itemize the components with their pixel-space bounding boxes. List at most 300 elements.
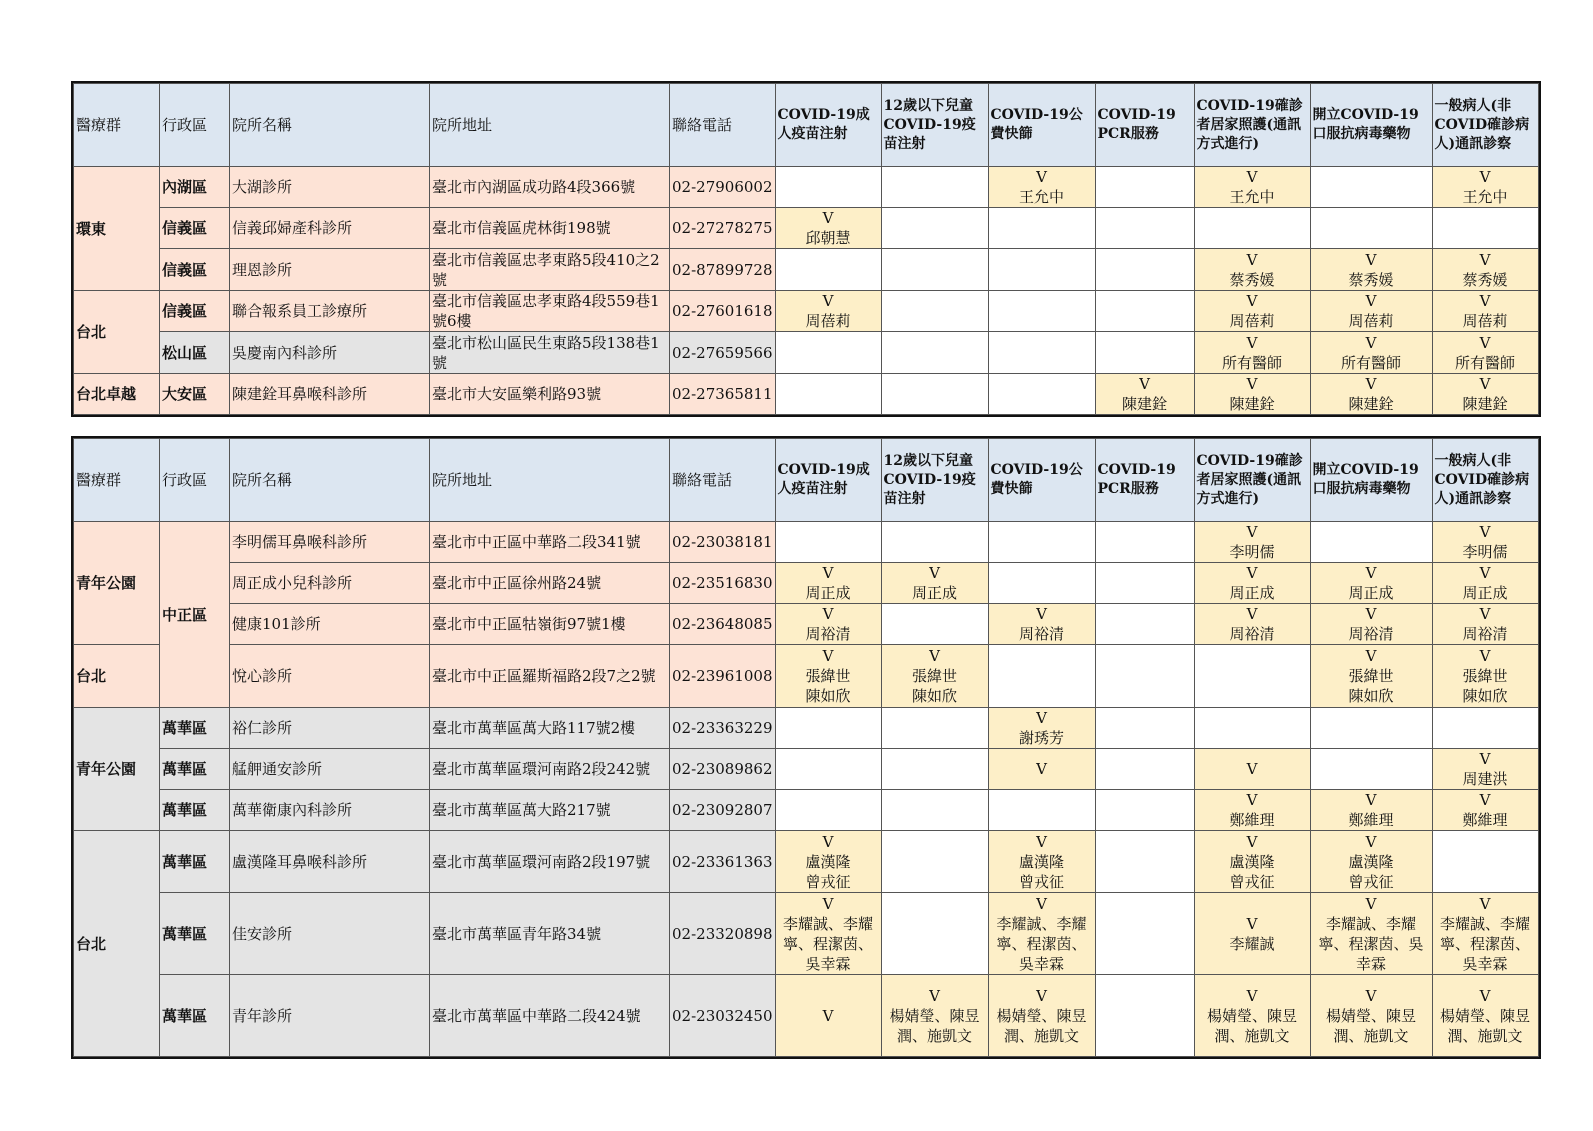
available-mark: V [1246,292,1258,310]
clinic-address: 臺北市萬華區環河南路2段197號 [430,831,670,893]
clinic-address: 臺北市中正區羅斯福路2段7之2號 [430,645,670,708]
service-cell-antiviral [1310,563,1432,604]
district: 萬華區 [160,893,230,975]
table-row [74,708,1539,749]
doctor-names: 蔡秀媛 [1462,270,1508,289]
service-cell-empty [881,374,988,415]
available-mark: V [822,647,834,665]
service-cell-rapid-test [988,604,1095,645]
available-mark: V [929,564,940,582]
service-cell-vaccine-adult [775,604,881,645]
available-mark: V [1036,760,1047,778]
service-cell-empty [1194,645,1310,708]
clinic-phone: 02-87899728 [670,249,776,291]
doctor-names: 周正成 [1229,584,1275,602]
service-cell-empty [1095,645,1194,708]
service-cell-empty [1310,208,1432,249]
table-row [74,604,1539,645]
table-row [74,374,1539,415]
available-mark: V [1036,894,1047,913]
clinic-address: 臺北市中正區徐州路24號 [430,563,670,604]
service-cell-home-care [1194,831,1310,893]
service-cell-telemed [1432,563,1538,604]
clinic-phone: 02-27906002 [670,167,776,208]
service-cell-empty [1095,790,1194,831]
service-cell-empty [1095,291,1194,332]
service-cell-antiviral [1310,831,1432,893]
doctor-names: 周蓓莉 [1462,312,1508,330]
clinic-name: 理恩診所 [230,249,430,291]
doctor-names: 陳如欣 [912,687,958,705]
table-row [74,749,1539,790]
service-cell-antiviral [1310,332,1432,374]
clinic-name: 裕仁診所 [230,708,430,749]
service-cell-empty [775,332,881,374]
header-vaccine-adult: COVID-19成人疫苗注射 [775,84,881,167]
service-cell-empty [881,522,988,563]
clinic-phone: 02-23089862 [670,749,776,790]
service-cell-home-care [1194,749,1310,790]
district: 信義區 [160,291,230,332]
available-mark: V [1479,791,1491,809]
available-mark: V [1365,832,1377,851]
doctor-names: 王允中 [1229,188,1275,206]
medical-group: 環東 [74,167,160,291]
service-cell-empty [988,563,1095,604]
header-phone: 聯絡電話 [670,439,776,522]
medical-group: 青年公園 [74,522,160,645]
doctor-names: 周裕清 [1462,625,1508,643]
service-cell-empty [1432,708,1538,749]
service-cell-empty [775,708,881,749]
clinic-address: 臺北市中正區中華路二段341號 [430,522,670,563]
doctor-names: 周正成 [1348,584,1394,602]
service-cell-empty [1095,604,1194,645]
service-cell-empty [1310,708,1432,749]
medical-group: 台北 [74,645,160,708]
table-row [74,291,1539,332]
service-cell-empty [988,374,1095,415]
service-cell-empty [1194,208,1310,249]
service-cell-rapid-test [988,893,1095,975]
service-cell-telemed [1432,167,1538,208]
table-row [74,249,1539,291]
district: 松山區 [160,332,230,374]
clinic-phone: 02-23320898 [670,893,776,975]
service-cell-empty [881,291,988,332]
service-cell-vaccine-child [881,563,988,604]
doctor-names: 陳建銓 [1229,395,1275,413]
service-cell-rapid-test [988,167,1095,208]
doctor-names: 蔡秀媛 [1348,270,1394,289]
service-cell-vaccine-adult [775,208,881,249]
district: 萬華區 [160,790,230,831]
clinic-phone: 02-27278275 [670,208,776,249]
table-row [74,831,1539,893]
available-mark: V [929,647,940,665]
available-mark: V [1479,333,1491,352]
available-mark: V [1036,986,1047,1005]
service-cell-telemed [1432,790,1538,831]
service-cell-rapid-test [988,831,1095,893]
clinic-phone: 02-27601618 [670,291,776,332]
available-mark: V [1479,564,1491,582]
service-cell-telemed [1432,374,1538,415]
medical-group: 青年公園 [74,708,160,831]
doctor-names: 周蓓莉 [1229,312,1275,330]
service-cell-empty [775,167,881,208]
service-cell-empty [1194,708,1310,749]
service-cell-empty [1310,522,1432,563]
available-mark: V [1246,564,1258,582]
doctor-names: 盧漢隆 [1348,852,1394,871]
doctor-names: 陳如欣 [1462,687,1508,705]
table-row [74,563,1539,604]
doctor-names: 李明儒 [1229,543,1275,561]
table-row [74,522,1539,563]
service-cell-empty [1432,831,1538,893]
clinic-name: 艋舺通安診所 [230,749,430,790]
available-mark: V [1246,168,1258,186]
available-mark: V [1479,168,1491,186]
service-cell-vaccine-adult [775,645,881,708]
service-cell-empty [988,790,1095,831]
doctor-names: 周蓓莉 [805,312,851,330]
available-mark: V [1479,292,1491,310]
service-cell-antiviral [1310,374,1432,415]
service-cell-rapid-test [988,708,1095,749]
service-cell-home-care [1194,249,1310,291]
district: 大安區 [160,374,230,415]
medical-group: 台北卓越 [74,374,160,415]
doctor-names: 周正成 [912,584,958,602]
doctor-names: 李耀誠、李耀寧、程潔茵、吳幸霖 [1318,914,1424,973]
doctor-names: 楊婧瑩、陳昱潤、施凱文 [889,1006,980,1045]
doctor-names: 所有醫師 [1341,353,1402,372]
available-mark: V [822,1006,834,1025]
service-cell-home-care [1194,893,1310,975]
table-row [74,893,1539,975]
doctor-names: 邱朝慧 [805,229,851,247]
header-antiviral: 開立COVID-19口服抗病毒藥物 [1310,84,1432,167]
doctor-names: 周正成 [805,584,851,602]
doctor-names: 周正成 [1462,584,1508,602]
available-mark: V [1479,250,1491,269]
service-cell-antiviral [1310,893,1432,975]
service-cell-home-care [1194,332,1310,374]
clinic-name: 佳安診所 [230,893,430,975]
header-district: 行政區 [160,439,230,522]
doctor-names: 王允中 [1019,188,1065,206]
available-mark: V [1246,523,1258,541]
available-mark: V [1036,832,1047,851]
clinic-name: 吳慶南內科診所 [230,332,430,374]
available-mark: V [1365,605,1377,623]
service-cell-telemed [1432,893,1538,975]
doctor-names: 鄭維理 [1348,811,1394,829]
doctor-names: 曾戎征 [1348,872,1394,891]
service-cell-empty [775,374,881,415]
doctor-names: 楊婧瑩、陳昱潤、施凱文 [996,1006,1087,1045]
district: 萬華區 [160,831,230,893]
district: 萬華區 [160,749,230,790]
clinic-address: 臺北市內湖區成功路4段366號 [430,167,670,208]
available-mark: V [822,832,834,851]
available-mark: V [1365,791,1377,809]
available-mark: V [1139,375,1150,393]
service-cell-empty [988,291,1095,332]
table-row [74,167,1539,208]
available-mark: V [822,209,834,227]
doctor-names: 楊婧瑩、陳昱潤、施凱文 [1440,1006,1531,1045]
doctor-names: 楊婧瑩、陳昱潤、施凱文 [1326,1006,1417,1045]
service-cell-home-care [1194,374,1310,415]
service-cell-empty [881,893,988,975]
service-cell-empty [1310,749,1432,790]
doctor-names: 王允中 [1462,188,1508,206]
doctor-names: 謝琇芳 [1019,729,1065,747]
service-cell-vaccine-adult [775,563,881,604]
doctor-names: 鄭維理 [1229,811,1275,829]
available-mark: V [1246,914,1258,933]
service-cell-telemed [1432,604,1538,645]
district: 萬華區 [160,708,230,749]
doctor-names: 張緯世 [805,667,851,685]
service-cell-vaccine-adult [775,291,881,332]
clinic-phone: 02-23648085 [670,604,776,645]
doctor-names: 楊婧瑩、陳昱潤、施凱文 [1207,1006,1298,1045]
available-mark: V [1246,760,1258,778]
service-cell-empty [775,749,881,790]
available-mark: V [929,986,940,1005]
clinic-address: 臺北市松山區民生東路5段138巷1號 [430,332,670,374]
available-mark: V [1479,894,1491,913]
doctor-names: 張緯世 [1348,667,1394,685]
doctor-names: 周建洪 [1462,770,1508,788]
header-home-care: COVID-19確診者居家照護(通訊方式進行) [1194,439,1310,522]
clinic-address: 臺北市信義區忠孝東路4段559巷1號6樓 [430,291,670,332]
available-mark: V [822,894,834,913]
available-mark: V [1479,986,1491,1005]
clinic-name: 聯合報系員工診療所 [230,291,430,332]
available-mark: V [1479,750,1491,768]
header-clinic: 院所名稱 [230,84,430,167]
header-vaccine-child: 12歲以下兒童COVID-19疫苗注射 [881,439,988,522]
doctor-names: 李耀誠、李耀寧、程潔茵、吳幸霖 [996,914,1087,973]
available-mark: V [1036,605,1047,623]
clinic-address: 臺北市中正區牯嶺街97號1樓 [430,604,670,645]
doctor-names: 周裕清 [805,625,851,643]
service-cell-home-care [1194,975,1310,1057]
available-mark: V [1246,333,1258,352]
service-cell-pcr [1095,374,1194,415]
clinic-name: 青年診所 [230,975,430,1057]
available-mark: V [822,605,834,623]
service-cell-home-care [1194,563,1310,604]
doctor-names: 曾戎征 [1229,872,1275,891]
clinic-name: 陳建銓耳鼻喉科診所 [230,374,430,415]
doctor-names: 曾戎征 [1019,872,1065,891]
clinic-address: 臺北市信義區忠孝東路5段410之2號 [430,249,670,291]
service-cell-telemed [1432,749,1538,790]
clinic-phone: 02-23092807 [670,790,776,831]
clinic-address: 臺北市萬華區中華路二段424號 [430,975,670,1057]
service-cell-telemed [1432,645,1538,708]
clinic-address: 臺北市萬華區環河南路2段242號 [430,749,670,790]
available-mark: V [1246,986,1258,1005]
doctor-names: 周裕清 [1229,625,1275,643]
available-mark: V [1246,250,1258,269]
clinic-address: 臺北市萬華區青年路34號 [430,893,670,975]
available-mark: V [1246,605,1258,623]
available-mark: V [1365,292,1377,310]
clinic-table-1 [73,83,1539,415]
service-cell-empty [881,708,988,749]
service-cell-empty [881,790,988,831]
clinic-phone: 02-23961008 [670,645,776,708]
doctor-names: 鄭維理 [1462,811,1508,829]
doctor-names: 周裕清 [1019,625,1065,643]
table-row [74,332,1539,374]
doctor-names: 曾戎征 [805,872,851,891]
service-cell-empty [1095,332,1194,374]
clinic-phone: 02-23363229 [670,708,776,749]
header-clinic: 院所名稱 [230,439,430,522]
available-mark: V [1365,375,1377,393]
service-cell-empty [1095,708,1194,749]
clinic-phone: 02-23038181 [670,522,776,563]
header-row [74,439,1539,522]
available-mark: V [1479,647,1491,665]
clinic-name: 大湖診所 [230,167,430,208]
service-cell-empty [775,790,881,831]
header-vaccine-child: 12歲以下兒童COVID-19疫苗注射 [881,84,988,167]
header-address: 院所地址 [430,84,670,167]
service-cell-empty [1095,893,1194,975]
service-cell-rapid-test [988,975,1095,1057]
service-cell-empty [881,831,988,893]
header-group: 醫療群 [74,84,160,167]
header-district: 行政區 [160,84,230,167]
clinic-name: 李明儒耳鼻喉科診所 [230,522,430,563]
available-mark: V [1365,894,1377,913]
service-cell-empty [988,208,1095,249]
service-cell-vaccine-child [881,975,988,1057]
service-cell-telemed [1432,291,1538,332]
available-mark: V [1036,168,1047,186]
service-cell-empty [988,249,1095,291]
doctor-names: 李明儒 [1462,543,1508,561]
clinic-address: 臺北市信義區虎林街198號 [430,208,670,249]
service-cell-empty [988,645,1095,708]
available-mark: V [1246,791,1258,809]
header-group: 醫療群 [74,439,160,522]
doctor-names: 陳如欣 [805,687,851,705]
doctor-names: 李耀誠 [1229,934,1275,953]
header-home-care: COVID-19確診者居家照護(通訊方式進行) [1194,84,1310,167]
header-address: 院所地址 [430,439,670,522]
doctor-names: 周蓓莉 [1348,312,1394,330]
header-vaccine-adult: COVID-19成人疫苗注射 [775,439,881,522]
header-phone: 聯絡電話 [670,84,776,167]
table-row [74,208,1539,249]
service-cell-telemed [1432,332,1538,374]
clinic-address: 臺北市萬華區萬大路217號 [430,790,670,831]
clinic-name: 盧漢隆耳鼻喉科診所 [230,831,430,893]
available-mark: V [1479,605,1491,623]
clinic-phone: 02-23032450 [670,975,776,1057]
doctor-names: 陳建銓 [1462,395,1508,413]
doctor-names: 陳建銓 [1348,395,1394,413]
service-cell-empty [881,604,988,645]
doctor-names: 蔡秀媛 [1229,270,1275,289]
service-cell-telemed [1432,249,1538,291]
doctor-names: 周裕清 [1348,625,1394,643]
service-cell-home-care [1194,790,1310,831]
service-cell-empty [1095,749,1194,790]
table-row [74,790,1539,831]
service-cell-empty [988,522,1095,563]
service-cell-telemed [1432,975,1538,1057]
clinic-name: 信義邱婦產科診所 [230,208,430,249]
medical-group: 台北 [74,831,160,1057]
service-cell-empty [1095,249,1194,291]
clinic-name: 悅心診所 [230,645,430,708]
service-cell-empty [775,522,881,563]
service-cell-home-care [1194,522,1310,563]
available-mark: V [1479,523,1491,541]
available-mark: V [1365,647,1377,665]
header-row [74,84,1539,167]
doctor-names: 盧漢隆 [1229,852,1275,871]
service-cell-empty [1095,208,1194,249]
service-cell-empty [1432,208,1538,249]
district: 萬華區 [160,975,230,1057]
doctor-names: 陳如欣 [1348,687,1394,705]
doctor-names: 盧漢隆 [805,852,851,871]
medical-group: 台北 [74,291,160,374]
clinic-table-2 [73,438,1539,1057]
clinic-phone: 02-27365811 [670,374,776,415]
service-cell-empty [1095,975,1194,1057]
service-cell-vaccine-adult [775,893,881,975]
service-cell-antiviral [1310,645,1432,708]
doctor-names: 陳建銓 [1122,395,1168,413]
service-cell-empty [775,249,881,291]
header-rapid-test: COVID-19公費快篩 [988,439,1095,522]
district: 中正區 [160,522,230,708]
available-mark: V [1365,986,1377,1005]
service-cell-antiviral [1310,249,1432,291]
header-pcr: COVID-19 PCR服務 [1095,439,1194,522]
service-cell-telemed [1432,522,1538,563]
available-mark: V [1036,709,1047,727]
header-telemed: 一般病人(非COVID確診病人)通訊診察 [1432,84,1538,167]
clinic-phone: 02-23361363 [670,831,776,893]
clinic-phone: 02-27659566 [670,332,776,374]
header-rapid-test: COVID-19公費快篩 [988,84,1095,167]
district: 信義區 [160,249,230,291]
service-cell-home-care [1194,604,1310,645]
service-cell-antiviral [1310,975,1432,1057]
doctor-names: 盧漢隆 [1019,852,1065,871]
service-cell-empty [881,167,988,208]
header-telemed: 一般病人(非COVID確診病人)通訊診察 [1432,439,1538,522]
clinic-name: 周正成小兒科診所 [230,563,430,604]
service-cell-empty [1310,167,1432,208]
available-mark: V [1365,564,1377,582]
service-cell-antiviral [1310,790,1432,831]
